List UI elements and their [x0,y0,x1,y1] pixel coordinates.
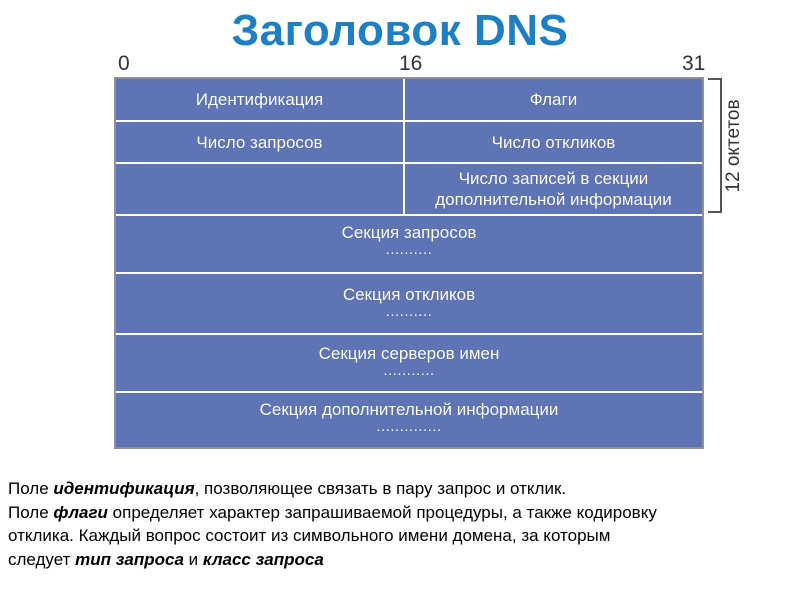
section-queries-label: Секция запросов [341,223,477,242]
section-additional-label: Секция дополнительной информации [259,400,559,419]
section-additional [116,399,702,434]
term-identification: идентификация [53,479,195,498]
field-identification: Идентификация [195,90,324,109]
text-span: Поле [8,502,54,522]
field-flags: Флаги [529,90,578,109]
field-answers-count: Число откликов [491,133,616,152]
row-divider [116,333,702,335]
section-additional-dots: .............. [376,418,442,435]
field-additional-count [405,168,702,210]
text-span: определяет характер запрашиваемой процедуры, а также кодировку [107,502,657,522]
row-divider [116,214,702,216]
description-line [8,548,788,572]
description-line [8,477,788,501]
term-flags: флаги [53,502,108,522]
text-span: следует [8,549,76,569]
text-span: и [183,549,203,569]
field-additional-count-line1: Число записей в секции [458,169,649,188]
octets-bracket [708,78,722,213]
description-line: отклика. Каждый вопрос состоит из символьного имени домена, за которым [8,526,611,545]
dns-header-diagram [114,77,704,449]
row-divider [116,272,702,274]
section-answers-label: Секция откликов [342,285,476,304]
bit-label-start: 0 [118,52,130,75]
term-query-type: тип запроса [75,549,184,569]
section-answers [116,284,702,319]
section-queries-dots: .......... [385,241,433,258]
section-name-servers-dots: ........... [383,362,435,379]
field-additional-count-line2: дополнительной информации [435,190,672,209]
bit-label-end: 31 [682,52,706,75]
row-divider [116,120,702,122]
octets-bracket-label: 12 октетов [723,95,745,196]
field-queries-count: Число запросов [196,133,323,152]
slide-title: Заголовок DNS [231,6,569,55]
description-text [8,477,788,571]
text-span: , позволяющее связать в пару запрос и отклик. [194,479,567,498]
term-query-class: класс запроса [202,549,324,569]
section-queries [116,222,702,257]
description-line [8,501,788,525]
text-span: Поле [8,479,54,498]
row-divider [116,391,702,393]
row-divider [116,162,702,164]
section-name-servers [116,343,702,378]
bit-label-middle: 16 [399,52,423,75]
section-answers-dots: .......... [385,303,433,320]
section-name-servers-label: Секция серверов имен [318,344,500,363]
